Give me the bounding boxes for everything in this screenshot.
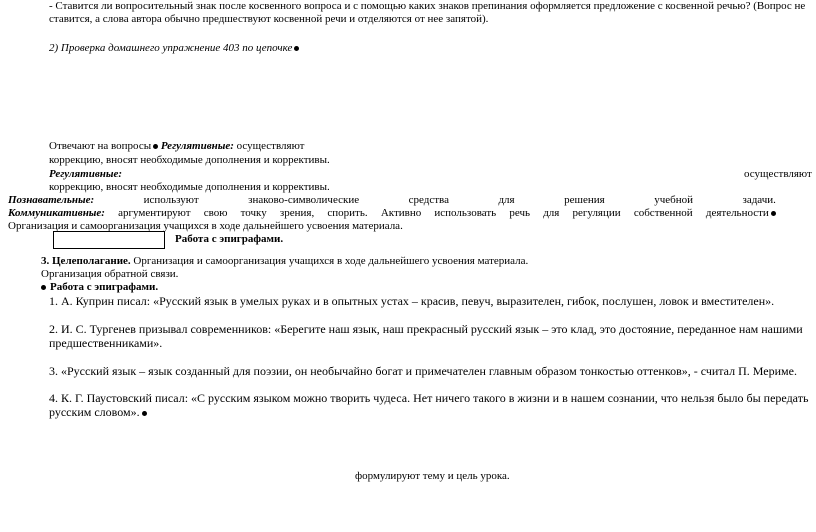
bullet-icon xyxy=(142,411,147,416)
empty-frame xyxy=(53,231,165,249)
communicative-line xyxy=(8,207,776,220)
regulatory-line2-2: коррекцию, вносят необходимые дополнения и коррективы. xyxy=(49,181,330,193)
bullet-icon xyxy=(41,285,46,290)
homework-check xyxy=(49,42,299,55)
goal-line xyxy=(41,255,528,268)
answers-line xyxy=(49,140,304,153)
quote-4-line1: 4. К. Г. Паустовский писал: «С русским языком можно творить чудеса. Нет ничего такого в жизни и в нашем сознании, что нельзя было бы передать xyxy=(49,391,809,405)
communicative-word-last: собственной xyxy=(633,207,693,219)
communicative-word: Активно xyxy=(380,207,422,219)
cognitive-label: Познавательные: xyxy=(8,194,95,206)
bullet-icon xyxy=(153,144,158,149)
goal-text: Организация и самоорганизация учащихся в ходе дальнейшего усвоения материала. xyxy=(130,255,529,267)
communicative-word: зрения, xyxy=(279,207,315,219)
epigraph-heading-text: Работа с эпиграфами. xyxy=(50,281,159,293)
intro-question-line1: - Ставится ли вопросительный знак после косвенного вопроса и с помощью каких знаков препинания оформляется предложение с косвенной речью? (Вопрос не xyxy=(49,0,806,12)
bullet-icon xyxy=(771,211,776,216)
communicative-word: спорить. xyxy=(327,207,368,219)
cognitive-word: учебной xyxy=(654,194,693,206)
quote-4-line2-text: русским словом». xyxy=(49,405,140,419)
bullet-icon xyxy=(294,46,299,51)
answers-prefix: Отвечают на вопросы xyxy=(49,140,152,152)
epigraph-heading xyxy=(41,281,158,294)
cognitive-word: знаково-символические xyxy=(248,194,360,206)
quote-2-line1: 2. И. С. Тургенев призывал современников: «Берегите наш язык, наш прекрасный русский язык – это клад, это достояние, переданное нам нашими xyxy=(49,322,803,336)
communicative-word: речь xyxy=(509,207,531,219)
communicative-word: свою xyxy=(203,207,228,219)
communicative-word: использовать xyxy=(434,207,497,219)
feedback-line: Организация обратной связи. xyxy=(41,268,179,280)
communicative-label: Коммуникативные: xyxy=(8,207,105,219)
regulatory-line2-1: коррекцию, вносят необходимые дополнения и коррективы. xyxy=(49,154,330,166)
communicative-word xyxy=(634,207,693,220)
organization-line: Организация и самоорганизация учащихся в ходе дальнейшего усвоения материала. xyxy=(8,220,403,232)
quote-4-line2 xyxy=(49,405,147,419)
regulatory-label-1: Регулятивные: xyxy=(160,140,234,152)
cognitive-word: для xyxy=(498,194,515,206)
communicative-word: аргументируют xyxy=(118,207,191,219)
communicative-word: регуляции xyxy=(572,207,621,219)
communicative-word: для xyxy=(543,207,560,219)
regulatory-right-2: осуществляют xyxy=(744,168,812,180)
cognitive-line xyxy=(8,194,776,207)
cognitive-word: решения xyxy=(564,194,605,206)
cognitive-word: задачи. xyxy=(742,194,776,206)
communicative-word-final: деятельности xyxy=(705,207,769,219)
cognitive-word: используют xyxy=(143,194,199,206)
homework-text: 2) Проверка домашнего упражнение 403 по цепочке xyxy=(49,42,293,54)
epigraph-title-box: Работа с эпиграфами. xyxy=(175,233,284,245)
communicative-word: точку xyxy=(240,207,267,219)
regulatory-text-1: осуществляют xyxy=(233,140,305,152)
regulatory-label-2: Регулятивные: xyxy=(49,168,123,180)
bottom-line: формулируют тему и цель урока. xyxy=(355,470,510,482)
quote-3: 3. «Русский язык – язык созданный для поэзии, он необычайно богат и примечателен главным образом тонкостью оттенков», - считал П. Мериме. xyxy=(49,364,797,378)
goal-label: 3. Целеполагание. xyxy=(41,255,131,267)
quote-2-line2: предшественниками». xyxy=(49,336,163,350)
communicative-word xyxy=(706,207,776,220)
intro-question-line2: ставится, а слова автора обычно предшествуют косвенной речи и отделяются от нее запятой). xyxy=(49,13,489,25)
cognitive-word: средства xyxy=(408,194,449,206)
quote-1: 1. А. Куприн писал: «Русский язык в умелых руках и в опытных устах – красив, певуч, выразителен, гибок, послушен, ловок и вместителен». xyxy=(49,294,775,308)
